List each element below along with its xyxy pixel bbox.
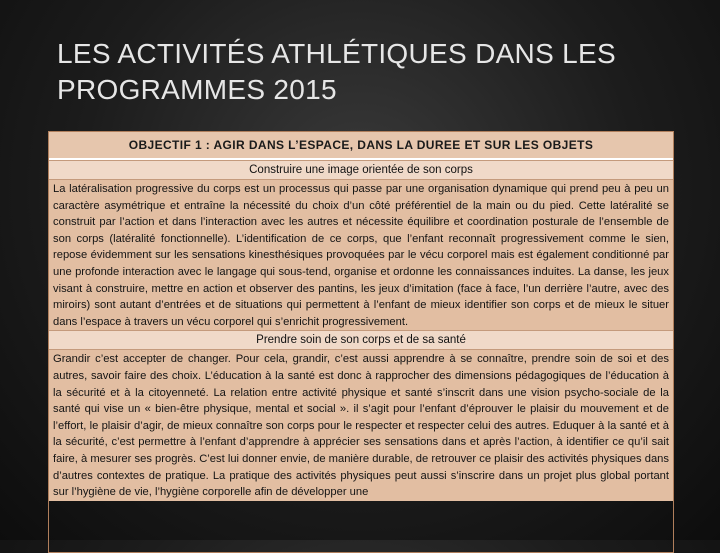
section-heading-health: Prendre soin de son corps et de sa santé xyxy=(49,330,673,350)
objectives-table xyxy=(48,131,674,553)
section-heading-body-image: Construire une image orientée de son corps xyxy=(49,160,673,180)
section-text-health: Grandir c’est accepter de changer. Pour cela, grandir, c’est aussi apprendre à se connaître, prendre soin de soi et des autres, savoir faire des choix. L’éducation à la santé est donc à rapprocher des dimensions pédagogiques de l’éducation à la sécurité et à la citoyenneté. La relation entre activité physique et santé s’inscrit dans une vision psycho-sociale de la santé qui vise un « bien-être physique, mental et social ». il s’agit pour l’enfant d’éprouver le plaisir du mouvement et de l’effort, le plaisir d’agir, de mieux connaître son corps pour le respecter et respecter celui des autres. Eduquer à la santé et à la sécurité, c’est permettre à l’enfant d’apprendre à apprécier ses sensations dans et après l’action, à identifier ce qu’il sait faire, à mesurer ses progrès. C’est lui donner envie, de manière durable, de retrouver ce plaisir des activités physiques dans d’autres contextes de pratique. La pratique des activités physiques peut aussi s’inscrire dans un projet plus global portant sur l’hygiène de vie, l’hygiène corporelle afin de développer une xyxy=(49,350,673,500)
objective-header: OBJECTIF 1 : AGIR DANS L’ESPACE, DANS LA DUREE ET SUR LES OBJETS xyxy=(49,132,673,160)
section-text-body-image: La latéralisation progressive du corps est un processus qui passe par une organisation dynamique qui prend peu à peu un caractère asymétrique et entraîne la nécessité du choix d’un côté préférentiel de la main ou du pied. Cette latéralité se construit par l’action et dans l’interaction avec les autres et nécessite équilibre et coordination posturale de l’ensemble de son corps (latéralité fonctionnelle). L’identification de ce corps, que l’enfant reconnaît progressivement comme le sien, repose évidemment sur les sensations kinesthésiques provoquées par le vécu corporel mais est également conditionné par une profonde interaction avec le langage qui sous-tend, organise et ordonne les connaissances induites. La danse, les jeux visant à construire, mettre en action et observer des pantins, les jeux d’imitation (face à face, l’un derrière l’autre, avec des miroirs) sont autant d’entrées et de situations qui permettent à l’enfant de mieux identifier son corps et de mieux le situer dans l’espace à travers un vécu corporel qui s’enrichit progressivement. xyxy=(49,180,673,330)
slide-title: LES ACTIVITÉS ATHLÉTIQUES DANS LES PROGRAMMES 2015 xyxy=(57,38,616,105)
